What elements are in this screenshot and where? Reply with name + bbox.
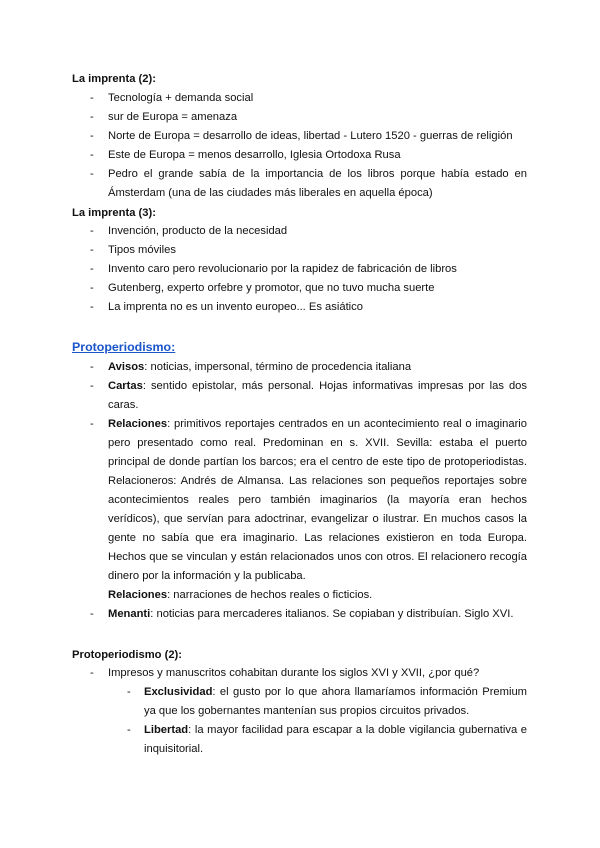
list-item-menanti: - Menanti: noticias para mercaderes italianos. Se copiaban y distribuían. Siglo XVI. [90, 608, 514, 620]
list-item: - Invento caro pero revolucionario por la rapidez de fabricación de libros [90, 263, 457, 275]
list-item: - Pedro el grande sabía de la importancia de los libros porque había estado en Ámsterdam (una de las ciudades más liberales en aquella época) [90, 168, 527, 199]
section-heading-protoperiodismo: Protoperiodismo: [72, 340, 176, 354]
list-item-relaciones: - Relaciones: primitivos reportajes centrados en un acontecimiento real o imaginario pero presentado como real. Predominan en s. XVII. Sevilla: estaba el puerto principal de donde partían los barcos; era el centro de este tipo de protoperiodistas. Relacioneros: Andrés de Almansa. Las relaciones son pequeños reportajes sobre acontecimientos reales pero también imaginarios (la mayoría eran hechos verídicos), que servían para adoctrinar, evangelizar o ilustrar. En muchos casos la gente no sabía que era imaginario. Las relaciones existieron en toda Europa. Hechos que se vinculan y están relacionados unos con otros. El relacionero recogía dinero por la información y la publicaba. Relaciones: narraciones de hechos reales o ficticios. [0, 415, 600, 605]
list-item: - Gutenberg, experto orfebre y promotor, que no tuvo mucha suerte [90, 282, 435, 294]
section-heading-protoperiodismo-2: Protoperiodismo (2): [72, 649, 183, 661]
list-item: - Este de Europa = menos desarrollo, Iglesia Ortodoxa Rusa [90, 149, 401, 161]
list-item: - Impresos y manuscritos cohabitan durante los siglos XVI y XVII, ¿por qué? [90, 667, 480, 679]
list-item-avisos: - Avisos: noticias, impersonal, término de procedencia italiana [90, 361, 412, 373]
list-item: - Invención, producto de la necesidad [90, 225, 288, 237]
section-heading-imprenta-3: La imprenta (3): [72, 207, 156, 219]
bullet-list-imprenta-3 [0, 222, 600, 317]
bullet-list-protoperiodismo [0, 358, 600, 624]
bullet-list-protoperiodismo-2 [0, 664, 600, 759]
bullet-list-imprenta-2 [0, 89, 600, 203]
list-item: - La imprenta no es un invento europeo... Es asiático [90, 301, 363, 313]
list-item: - Tecnología + demanda social [90, 92, 254, 104]
section-heading-imprenta-2: La imprenta (2): [72, 73, 156, 85]
list-item: - sur de Europa = amenaza [90, 111, 238, 123]
list-item: - Norte de Europa = desarrollo de ideas, libertad - Lutero 1520 - guerras de religión [90, 130, 513, 142]
list-item: - Tipos móviles [90, 244, 176, 256]
sub-list-item-libertad: - Libertad: la mayor facilidad para escapar a la doble vigilancia gubernativa e inquisitorial. [127, 724, 527, 755]
sub-list-item-exclusividad: - Exclusividad: el gusto por lo que ahora llamaríamos información Premium ya que los gobernantes mantenían sus propios circuitos privados. [127, 686, 527, 717]
list-item-cartas: - Cartas: sentido epistolar, más personal. Hojas informativas impresas por las dos caras. [90, 380, 527, 411]
relaciones-note: Relaciones: narraciones de hechos reales o ficticios. [108, 589, 373, 601]
